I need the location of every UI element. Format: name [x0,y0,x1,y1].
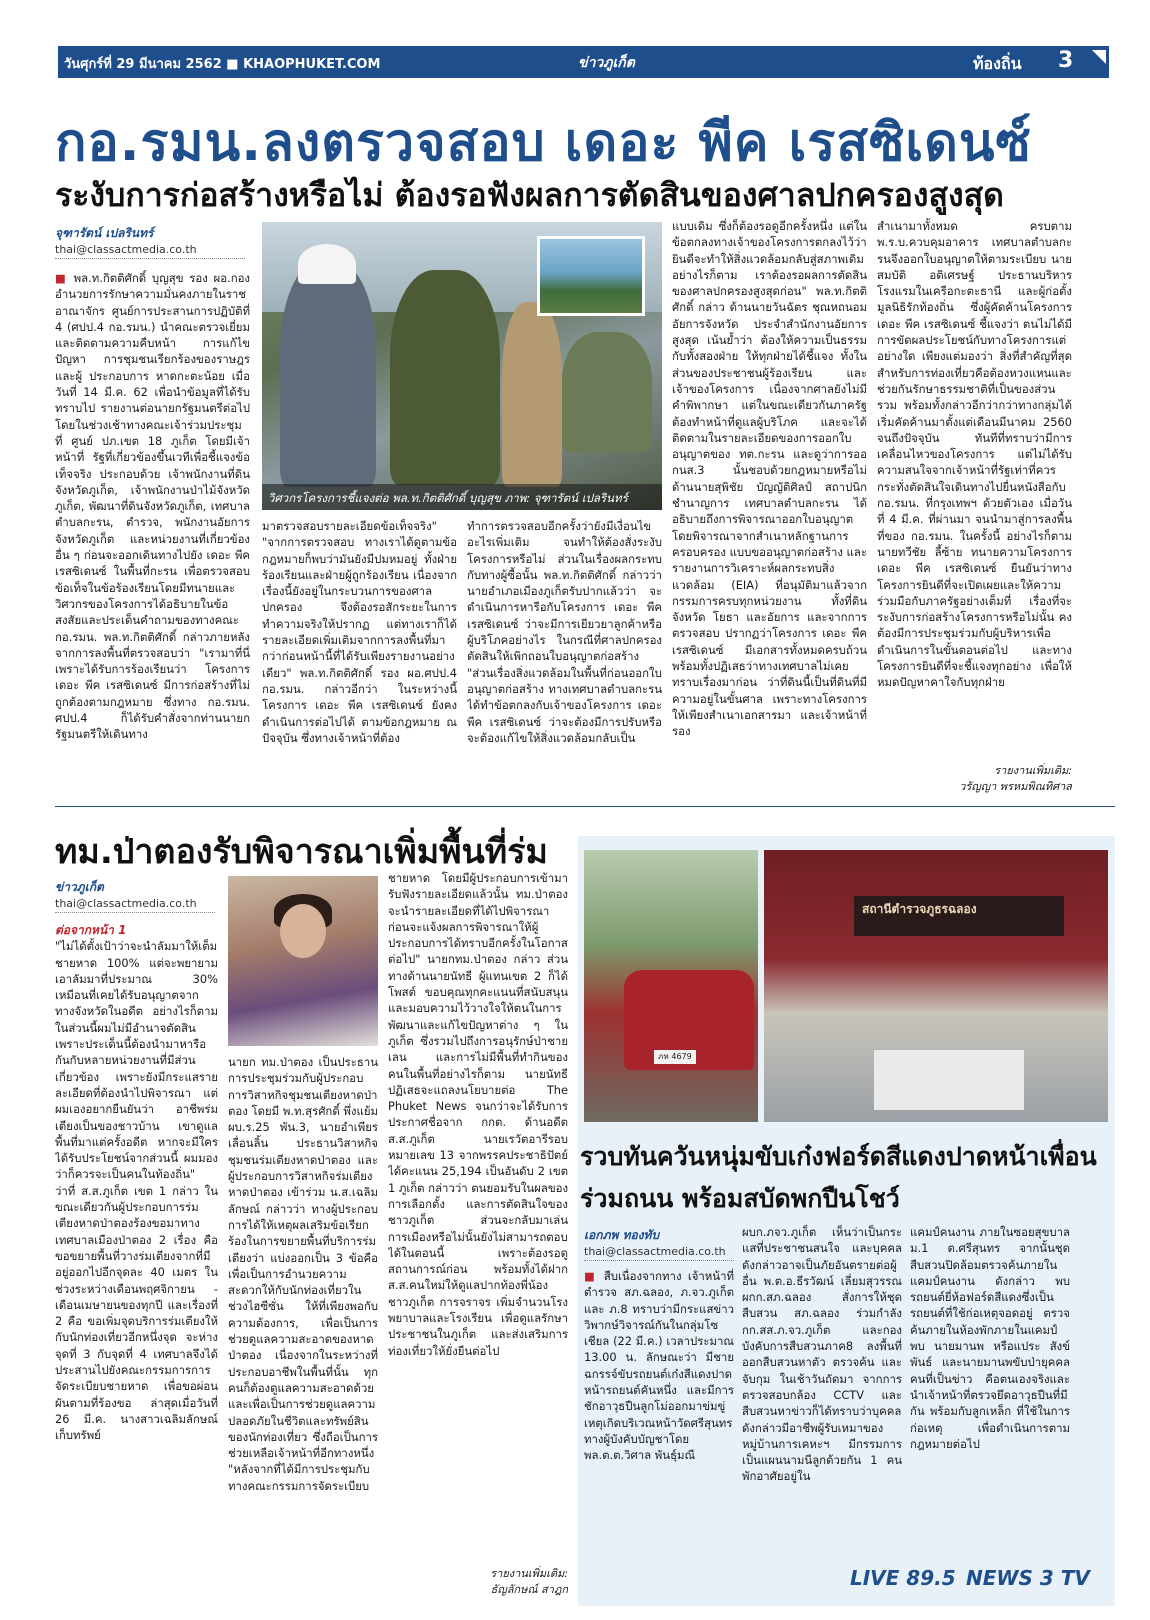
story1-byline [55,224,197,256]
story1-column-1: ■ พล.ท.กิตติศักดิ์ บุญสุข รอง ผอ.กอง อำนวยการรักษาความมั่นคงภายในราช อาณาจักร ศูนย์การประสานการปฏิบัติที่ 4 (ศปป.4 กอ.รมน.) นำคณะตรวจเยี่ยม และติดตามความคืบหน้า การแก้ไขปัญหา การชุมชนเรียกร้องของราษฎรและผู้ ประกอบการ หาดกะตะน้อย เมื่อวันที่ 14 มี.ค. 62 เพื่อนำข้อมูลที่ได้รับทราบไป รายงานต่อนายกรัฐมนตรีต่อไป โดยในช่วงเช้าทางคณะเจ้าร่วมประชุม ที่ ศูนย์ ปภ.เขต 18 ภูเก็ต โดยมีเจ้าหน้าที่ รัฐที่เกี่ยวข้องขึ้นเวทีเพื่อชี้แจงข้อเท็จจริง ประกอบด้วย เจ้าพนักงานที่ดินจังหวัดภูเก็ต, เจ้าพนักงานป่าไม้จังหวัดภูเก็ต, พัฒนาที่ดินจังหวัดภูเก็ต, เทศบาลตำบลกะรน, ตำรวจ, พนักงานอัยการจังหวัดภูเก็ต และหน่วยงานที่เกี่ยวข้องอื่น ๆ ก่อนจะออกเดินทางไปยัง เดอะ พีค เรสซิเดนซ์ ในพื้นที่กะรน เพื่อตรวจสอบข้อเท็จในข้อร้องเรียนโดยมีทนายและวิศวกรของโครงการได้อธิบายในข้อสงสัยและประเด็นคำถามของทางคณะกอ.รมน. พล.ท.กิตติศักดิ์ กล่าวภายหลัง จากการลงพื้นที่ตรวจสอบว่า "เรามาที่นี่เพราะได้รับการร้องเรียนว่า โครงการ เดอะ พีค เรสซิเดนซ์ มีการก่อสร้างที่ไม่ถูกต้องตามกฎหมาย ซึ่งทาง กอ.รมน. ศปป.4 ก็ได้รับคำสั่งจากท่านนายกรัฐมนตรีให้เดินทาง [55,271,250,742]
live-radio-logo[interactable]: LIVE 89.5 [850,1566,956,1590]
story3-headline: รวบทันควันหนุ่มขับเก๋งฟอร์ดสีแดงปาดหน้าเพื่อนร่วมถนน พร้อมสบัดพกปืนโชว์ [580,1142,1097,1213]
license-plate: ภห 4679 [654,1050,696,1064]
byline-divider [55,912,215,913]
evidence-table [874,1050,1024,1110]
site-url[interactable]: KHAOPHUKET.COM [243,57,381,72]
story1-email[interactable]: thai@classactmedia.co.th [55,243,197,256]
station-sign: สถานีตำรวจภูธรฉลอง [854,896,1064,936]
story2-column-2: นายก ทม.ป่าตอง เป็นประธานการประชุมร่วมกับผู้ประกอบการวิสาหกิจชุมชนเตียงหาดป่าตอง โดยมี พ.ท.สุรศักดิ์ พึ่งแย้ม ผบ.ร.25 พัน.3, นายอำเพียร เลื่อนลิ้น ประธานวิสาหกิจชุมชนร่มเตียงหาดป่าตอง และผู้ประกอบการวิสาหกิจร่มเตียงหาดป่าตอง เข้าร่วม น.ส.เฉลิมลักษณ์ กล่าวว่า ทางผู้ประกอบการได้ให้เหตุผลเสริมข้อเรียกร้องในการขยายพื้นที่บริการร่มเตียงว่า แบ่งออกเป็น 3 ข้อคือ เพื่อเป็นการอำนวยความสะดวกให้กับนักท่องเที่ยวในช่วงไฮซีซั่น ให้ที่เพียงพอกับความต้องการ, เพื่อเป็นการช่วยดูแลความสะอาดของหาดป่าตอง เนื่องจากในระหว่างที่ประกอบอาชีพในพื้นที่นั้น ทุกคนก็ต้องดูแลความสะอาดด้วย และเพื่อเป็นการช่วยดูแลความปลอดภัยในชีวิตและทรัพย์สินของนักท่องเที่ยว ซึ่งถือเป็นการช่วยเหลือเจ้าหน้าที่อีกทางหนึ่ง "หลังจากที่ได้มีการประชุมกับทางคณะกรรมการจัดระเบียบ [228,1055,378,1493]
story3-column-2: ผบก.ภจว.ภูเก็ต เห็นว่าเป็นกระแสที่ประชาชนสนใจ และบุคคลดังกล่าวอาจเป็นภัยอันตรายต่อผู้อื่น พ.ต.อ.ธีรวัฒน์ เลี่ยมสุวรรณ ผกก.สภ.ฉลอง สั่งการให้ชุดสืบสวน สภ.ฉลอง ร่วมกำลัง กก.สส.ภ.จว.ภูเก็ต และกองบังคับการสืบสวนภาค8 ลงพื้นที่ออกสืบสวนหาตัว ตรวจค้น และ จับกุม ในเช้าวันถัดมา จากการตรวจสอบกล้อง CCTV และสืบสวนหาข่าวก็ได้ทราบว่าบุคคลดังกล่าวมีอาชีพผู้รับเหมาของหมู่บ้านการเคหะฯ มีกรรมการเป็นแผนนามนีลูกด้วยกัน 1 คน พักอาศัยอยู่ใน [742,1225,902,1484]
story3-photo-police-station [764,850,1108,1122]
story2-headline: ทม.ป่าตองรับพิจารณาเพิ่มพื้นที่ร่ม [55,832,548,872]
story1-column-4: แบบเดิม ซึ่งก็ต้องรอดูอีกครั้งหนึ่ง แต่ในข้อตกลงทางเจ้าของโครงการตกลงไว้ว่ายินดีจะทำให้สิ่งแวดล้อมกลับสู่สภาพเดิมอย่างไรก็ตาม เราต้องรอผลการตัดสินของศาลปกครองสูงสุดก่อน" พล.ท.กิตติศักดิ์ กล่าว ด้านนายวันฉัตร ชุณหถนอม อัยการจังหวัด ประจำสำนักงานอัยการสูงสุด เน้นย้ำว่า ต้องให้ความเป็นธรรมกับทั้งสองฝ่าย ให้ทุกฝ่ายได้ชี้แจง ทั้งในส่วนของประชาชนผู้ร้องเรียน และเจ้าของโครงการ เนื่องจากศาลยังไม่มีคำพิพากษา แต่ในขณะเดียวกันภาครัฐต้องทำหน้าที่ดูแลผู้บริโภค และจะได้ติดตามในรายละเอียดของการออกใบอนุญาตของ ทต.กะรน และดูว่าการออกนส.3 นั้นชอบด้วยกฎหมายหรือไม่ ด้านนายสุพิชัย บัญญัติศิลป์ สถาปนิกชำนาญการ เทศบาลตำบลกะรน ได้อธิบายถึงการพิจารณาออกใบอนุญาตโดยพิจารณาจากสำเนาหลักฐานการครอบครอง แบบขออนุญาตก่อสร้าง และรายงานการวิเคราะห์ผลกระทบสิ่งแวดล้อม (EIA) ที่อนุมัติมาแล้วจากกรรมการครบทุกหน่วยงาน ทั้งที่ดินจังหวัด โยธา และอัยการ และจากการตรวจสอบ ปรากฏว่าโครงการ เดอะ พีค เรสซิเดนซ์ มีเอกสารทั้งหมดครบถ้วนพร้อมทั้งปฏิเสธว่าทางเทศบาลไม่เคยทราบเรื่องมาก่อน ว่าที่ดินนี้เป็นที่ดินที่มีความอยู่ในขั้นศาล เพราะทางโครงการให้เพียงสำเนาเอกสารมา และเจ้าหน้าที่รอง [672,219,867,739]
hard-hat [298,244,356,284]
story3-byline [584,1226,726,1258]
story2-byline [55,878,197,910]
issue-date: วันศุกร์ที่ 29 มีนาคม 2562 ■ KHAOPHUKET.COM [64,57,381,72]
lead-square-icon: ■ [55,271,74,285]
story3-photo-red-car [584,850,758,1122]
story1-author: จุฑารัตน์ เปลรินทร์ [55,226,154,240]
masthead-bar [58,46,1108,78]
story3-email[interactable]: thai@classactmedia.co.th [584,1245,726,1258]
story1-headline: กอ.รมน.ลงตรวจสอบ เดอะ พีค เรสซิเดนซ์ [55,113,1032,173]
newspaper-logo: ข่าวภูเก็ต [578,55,635,71]
story2-author: ข่าวภูเก็ต [55,880,104,894]
story1-subhead: ระงับการก่อสร้างหรือไม่ ต้องรอฟังผลการตัดสินของศาลปกครองสูงสุด [55,176,1004,214]
story1-credit: รายงานเพิ่มเติม: วรัญญา พรหมพิณทิศาส [959,764,1072,794]
story1-column-3: ทำการตรวจสอบอีกครั้งว่ายังมีเงื่อนไขอะไรเพิ่มเติม จนทำให้ต้องสั่งระงับโครงการหรือไม่ ส่วนในเรื่องผลกระทบกับทางผู้ซื้อนั้น พล.ท.กิตติศักดิ์ กล่าวว่า นายอำเภอเมืองภูเก็ตรับปากแล้วว่า จะดำเนินการหารือกับโครงการ เดอะ พีค เรสซิเดนซ์ ว่าจะมีการเยียวยาลูกค้าหรือผู้บริโภคอย่างไร ในกรณีที่ศาลปกครองตัดสินให้เพิกถอนใบอนุญาตก่อสร้าง "ส่วนเรื่องสิ่งแวดล้อมในพื้นที่ก่อนออกใบอนุญาตก่อสร้าง ทางเทศบาลตำบลกะรนได้ทำข้อตกลงกับเจ้าของโครงการ เดอะ พีค เรสซิเดนซ์ ว่าจะต้องมีการปรับหรือจะต้องแก้ไขให้สิ่งแวดล้อมกลับเป็น [467,519,662,745]
story2-column-1: ต่อจากหน้า 1 "ไม่ได้ตั้งเป้าว่าจะนำลัมมาให้เต็มชายหาด 100% แต่จะพยายามเอาลัมมาที่ประมาณ 30% เหมือนที่เคยได้รับอนุญาตจากทางจังหวัดในอดีต อย่างไรก็ตาม ในส่วนนี้ผมไม่มีอำนาจตัดสิน เพราะประเด็นนี้ต้องนำมาหารือกันกับหลายหน่วยงานที่มีส่วนเกี่ยวข้อง เพราะยังมีกระแสรายละเอียดที่ต้องนำไปพิจารณา แต่ผมเองอยากยืนยันว่า อาชีพร่มเตียงเป็นของชาวบ้าน เขาดูแลพื้นที่มาแต่ครั้งอดีต หากจะมีใครได้รับประโยชน์จากส่วนนี้ ผมมองว่าก็ควรจะเป็นคนในท้องถิ่น" ว่าที่ ส.ส.ภูเก็ต เขต 1 กล่าว ในขณะเดียวกันผู้ประกอบการร่มเตียงหาดป่าตองร้องขอมาทางเทศบาลเมืองป่าตอง 2 เรื่อง คือ ขอขยายพื้นที่วางร่มเตียงจากที่มีอยู่ออกไปอีกจุดละ 40 เมตร ในช่วงระหว่างเดือนพฤศจิกายน - เดือนเมษายนของทุกปี และเรื่องที่ 2 คือ ขอเพิ่มจุดบริการร่มเตียงให้กับนักท่องเที่ยวอีกหนึ่งจุด จะห่างจุดที่ 3 กับจุดที่ 4 เทศบาลจึงได้ประสานไปยังคณะกรรมการการจัดระเบียบชายหาด เพื่อขอผ่อนผันตามที่ร้องขอ ล่าสุดเมื่อวันที่ 26 มี.ค. นางสาวเฉลิมลักษณ์ เก็บทรัพย์ [55,923,218,1443]
story1-photo [262,222,662,510]
story2-photo [228,876,378,1046]
corner-arrow-icon [1083,46,1109,78]
continued-label: ต่อจากหน้า 1 [55,923,127,937]
story3-column-3: แคมป์คนงาน ภายในซอยสุขบาล ม.1 ต.ศรีสุนทร จากนั้นชุดสืบสวนปิดล้อมตรวจค้นภายในแคมป์คนงาน ดังกล่าว พบรถยนต์ยี่ห้อฟอร์ดสีแดงซึ่งเป็นรถยนต์ที่ใช้ก่อเหตุจอดอยู่ ตรวจค้นภายในห้องพักภายในแคมป์พบ นายมานพ หรือแประ สังข์พันธ์ และนายมานพขับป่ายุคคลคนที่เป็นข่าว คือตนเองจริงและนำเจ้าหน้าที่ตรวจยึดอาวุธปืนที่มีกัน พร้อมกับลูกเหล็ก ที่ใช้ในการก่อเหตุ เพื่อดำเนินการตามกฎหมายต่อไป [910,1225,1070,1451]
story3-column-1: ■ สืบเนื่องจากทาง เจ้าหน้าที่ตำรวจ สภ.ฉลอง, ภ.จว.ภูเก็ต และ ภ.8 ทราบว่ามีกระแสข่าววิพากษ์วิจารณ์กันในกลุ่มโซเชียล (22 มี.ค.) เวลาประมาณ 13.00 น. ลักษณะว่า มีชายฉกรรจ์ขับรถยนต์เก๋งสีแดงปาดหน้ารถยนต์คันหนึ่ง และมีการชักอาวุธปืนลูกโม่ออกมาข่มขู่เหตุเกิดบริเวณหน้าวัดศรีสุนทร ทางผู้บังคับบัญชาโดย พล.ต.ต.วิศาล พันธุ์มณี [584,1269,734,1463]
story2-column-3: ชายหาด โดยมีผู้ประกอบการเข้ามารับฟังรายละเอียดแล้วนั้น ทม.ป่าตองจะนำรายละเอียดที่ได้ไปพิจารณา ก่อนจะแจ้งผลการพิจารณาให้ผู้ประกอบการได้ทราบอีกครั้งในโอกาสต่อไป" นายกทม.ป่าตอง กล่าว ส่วนทางด้านนายนัทธี ผู้แทนเขต 2 ก็ได้โพสต์ ขอบคุณทุกคะแนนที่สนับสนุนและมอบความไว้วางใจให้ตนในการพัฒนาและแก้ไขปัญหาต่าง ๆ ในภูเก็ต ซึ่งรวมไปถึงการอนุรักษ์ป่าชายเลน และการไม่มีพื้นที่ทำกินของคนในพื้นที่อย่างไรก็ตาม นายนัทธี ปฏิเสธจะแถลงนโยบายต่อ The Phuket News จนกว่าจะได้รับการประกาศชื่อจาก กกต. ด้านอดีต ส.ส.ภูเก็ต นายเรวัตอารีรอบ หมายเลข 13 จากพรรคประชาธิปัตย์ ได้คะแนน 25,194 เป็นอันดับ 2 เขต 1 ภูเก็ต กล่าวว่า ตนยอมรับในผลของการเลือกตั้ง และการตัดสินใจของชาวภูเก็ต ส่วนจะกลับมาเล่นการเมืองหรือไม่นั้นยังไม่สามารถตอบได้ในตอนนี้ เพราะต้องรอดูสถานการณ์ก่อน พร้อมทั้งได้ฝาก ส.ส.คนใหม่ให้ดูแลปากท้องพี่น้องชาวภูเก็ต การจราจร เพิ่มจำนวนโรงพยาบาลและโรงเรียน เพื่อดูแลรักษาประชาชนในภูเก็ต และส่งเสริมการท่องเที่ยวให้ยั่งยืนต่อไป [388,871,568,1358]
story2-email[interactable]: thai@classactmedia.co.th [55,897,197,910]
story1-column-2: มาตรวจสอบรายละเอียดข้อเท็จจริง" "จากการตรวจสอบ ทางเราได้ดูตามข้อกฎหมายก็พบว่ามันยังมีปมหมอยู่ ทั้งฝ่ายร้องเรียนและฝ่ายผู้ถูกร้องเรียน เนื่องจากเรื่องนี้ยังอยู่ในกระบวนการของศาลปกครอง จึงต้องรอสักระยะในการทำความจริงให้ปรากฏ แต่ทางเราก็ได้รายละเอียดเพิ่มเติมจากการลงพื้นที่มากว่าก่อนหน้านี้ที่ได้รับเพียงรายงานอย่างเดียว" พล.ท.กิตติศักดิ์ รอง ผอ.ศปป.4 กอ.รมน. กล่าวอีกว่า ในระหว่างนี้โครงการ เดอะ พีค เรสซิเดนซ์ ยังคงดำเนินการต่อไปได้ ตามข้อกฎหมาย ณ ปัจจุบัน ซึ่งทางเจ้าหน้าที่ต้อง [262,519,457,745]
page-number: 3 [1058,48,1074,73]
story3-author: เอกภพ ทองทับ [584,1228,660,1242]
story2-credit: รายงานเพิ่มเติม: ธัญลักษณ์ สาฎก [490,1567,568,1597]
story1-column-5: สำเนามาทั้งหมด ครบตาม พ.ร.บ.ควบคุมอาคาร เทศบาลตำบลกะรนจึงออกใบอนุญาตให้ตามระเบียบ นายสมบัติ อติเศรษฐ์ ประธานบริหาร โรงแรมในเครือกะตะธานี และผู้ก่อตั้งมูลนิธิรักท้องถิ่น ซึ่งผู้คัดค้านโครงการ เดอะ พีค เรสซิเดนซ์ ชี้แจงว่า ตนไม่ได้มีการขัดผลประโยชน์กับทางโครงการแต่อย่างใด เพียงแต่มองว่า สิ่งที่สำคัญที่สุดสำหรับการท่องเที่ยวคือต้องหวงแหนและช่วยกันรักษาธรรมชาติที่เป็นของส่วนรวม พร้อมทั้งกล่าวอีกว่ากว่าทางกลุ่มได้เริ่มคัดค้านมาตั้งแต่เดือนมีนาคม 2560 จนถึงปัจจุบัน ทันทีที่ทราบว่ามีการเคลื่อนไหวของโครงการ แต่ไม่ได้รับความสนใจจากเจ้าหน้าที่รัฐเท่าที่ควร กระทั่งตัดสินใจเดินทางไปยื่นหนังสือกับ กอ.รมน. ที่กรุงเทพฯ ด้วยตัวเอง เมื่อวันที่ 4 มี.ค. ที่ผ่านมา จนนำมาสู่การลงพื้นที่ของ กอ.รมน. ในครั้งนี้ อย่างไรก็ตาม นายทวีชัย ลี้ซ้าย ทนายความโครงการเดอะ พีค เรสซิเดนซ์ ยืนยันว่าทางโครงการยินดีที่จะเปิดเผยและให้ความร่วมมือกับภาครัฐอย่างเต็มที่ เรื่องที่จะระงับการก่อสร้างโครงการหรือไม่นั้น คงต้องมีการประชุมร่วมกับผู้บริหารเพื่อดำเนินการในขั้นตอนต่อไป และทางโครงการยินดีที่จะชี้แจงทุกอย่าง เพื่อให้หมดปัญหาคาใจกับทุกฝ่าย [877,219,1072,690]
inset-photo-coastline [537,236,645,316]
story1-photo-caption: วิศวกรโครงการชี้แจงต่อ พล.ท.กิตติศักดิ์ บุญสุข ภาพ: จุฑารัตน์ เปลรินทร์ [262,484,662,510]
lead-square-icon: ■ [584,1269,604,1283]
byline-divider [584,1260,734,1261]
section-divider [55,806,1115,807]
news-tv-logo[interactable]: NEWS 3 TV [966,1566,1090,1590]
byline-divider [55,258,245,259]
section-name: ท้องถิ่น [973,54,1022,73]
